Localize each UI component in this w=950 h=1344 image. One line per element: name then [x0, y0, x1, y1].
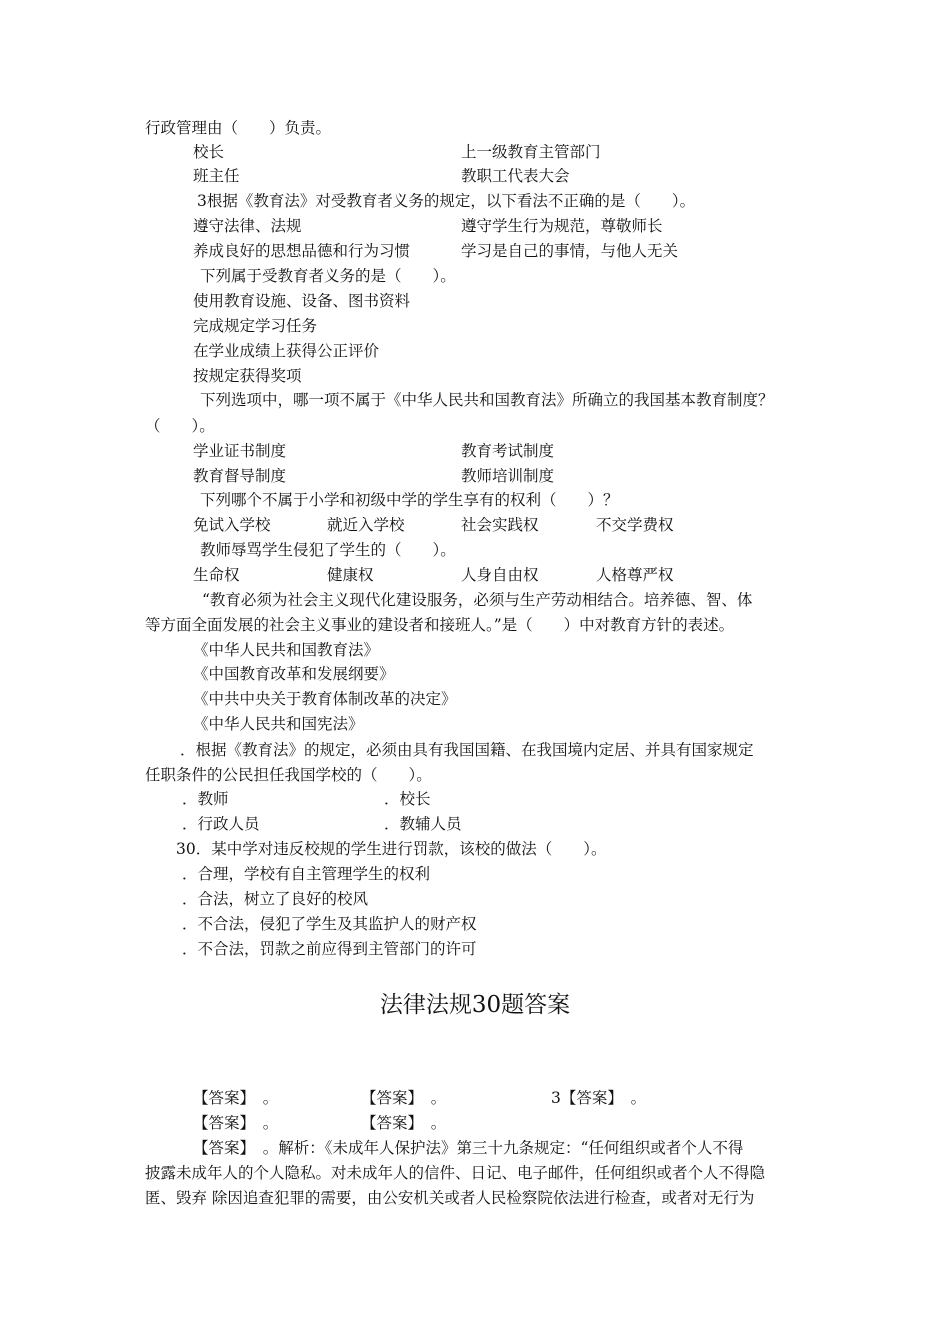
answer-explanation: 【答案】 。解析：《未成年人保护法》第三十九条规定：“任何组织或者个人不得: [193, 1139, 744, 1157]
option-a: 校长: [193, 143, 225, 161]
option-a: 使用教育设施、设备、图书资料: [193, 292, 411, 310]
option-d: ．不合法，罚款之前应得到主管部门的许可: [182, 940, 477, 958]
option-c: 《中共中央关于教育体制改革的决定》: [193, 690, 457, 708]
answer-explanation-cont: 披露未成年人的个人隐私。对未成年人的信件、日记、电子邮件，任何组织或者个人不得隐: [145, 1164, 766, 1182]
option-b: 就近入学校: [327, 516, 405, 534]
question-stem: 下列选项中，哪一项不属于《中华人民共和国教育法》所确立的我国基本教育制度？: [200, 391, 774, 409]
question-stem: 下列哪个不属于小学和初级中学的学生享有的权利（ ）？: [200, 491, 619, 509]
option-c: 在学业成绩上获得公正评价: [193, 342, 380, 360]
answer-item: 【答案】 。: [361, 1114, 447, 1132]
option-d: 不交学费权: [596, 516, 674, 534]
option-c: 养成良好的思想品德和行为习惯: [193, 242, 411, 260]
option-d: 《中华人民共和国宪法》: [193, 715, 364, 733]
answer-item: 【答案】 。: [361, 1089, 447, 1107]
option-b: 教育考试制度: [461, 442, 555, 460]
option-a: 生命权: [193, 566, 240, 584]
question-stem: 教师辱骂学生侵犯了学生的（ ）。: [200, 541, 456, 559]
option-b: ．合法，树立了良好的校风: [182, 890, 369, 908]
option-d: 按规定获得奖项: [193, 367, 302, 385]
option-c: 人身自由权: [461, 566, 539, 584]
answer-explanation-cont: 匿、毁弃 除因追查犯罪的需要，由公安机关或者人民检察院依法进行检查，或者对无行为: [145, 1189, 755, 1207]
option-b: 健康权: [327, 566, 374, 584]
option-c: 教育督导制度: [193, 467, 287, 485]
option-a: 《中华人民共和国教育法》: [193, 641, 380, 659]
answer-item: 【答案】 。: [193, 1089, 279, 1107]
option-b: ．校长: [384, 790, 431, 808]
option-a: 学业证书制度: [193, 442, 287, 460]
option-c: 班主任: [193, 167, 240, 185]
option-c: ．行政人员: [182, 815, 260, 833]
option-d: 人格尊严权: [596, 566, 674, 584]
question-stem: ．根据《教育法》的规定，必须由具有我国国籍、在我国境内定居、并具有国家规定: [180, 741, 754, 759]
option-d: ．教辅人员: [384, 815, 462, 833]
question-stem: 下列属于受教育者义务的是（ ）。: [200, 267, 456, 285]
answer-item: 3【答案】 。: [551, 1089, 647, 1107]
option-b: 遵守学生行为规范，尊敬师长: [461, 217, 663, 235]
question-stem: 30．某中学对违反校规的学生进行罚款，该校的做法（ ）。: [176, 840, 607, 858]
option-a: 免试入学校: [193, 516, 271, 534]
answers-title: 法律法规30题答案: [379, 992, 571, 1018]
option-d: 学习是自己的事情，与他人无关: [461, 242, 679, 260]
question-stem: 行政管理由（ ）负责。: [145, 119, 332, 137]
question-stem-cont: 等方面全面发展的社会主义事业的建设者和接班人。”是（ ）中对教育方针的表述。: [145, 616, 735, 634]
question-stem-cont: （ ）。: [145, 417, 215, 435]
answer-item: 【答案】 。: [193, 1114, 279, 1132]
question-stem-cont: 任职条件的公民担任我国学校的（ ）。: [145, 766, 432, 784]
question-stem: “教育必须为社会主义现代化建设服务，必须与生产劳动相结合。培养德、智、体: [202, 591, 753, 609]
option-a: 遵守法律、法规: [193, 217, 302, 235]
option-b: 上一级教育主管部门: [461, 143, 601, 161]
option-a: ．教师: [182, 790, 229, 808]
question-stem: 3根据《教育法》对受教育者义务的规定，以下看法不正确的是（ ）。: [197, 192, 696, 210]
option-d: 教师培训制度: [461, 467, 555, 485]
option-d: 教职工代表大会: [461, 167, 570, 185]
option-a: ．合理，学校有自主管理学生的权利: [182, 865, 431, 883]
option-c: 社会实践权: [461, 516, 539, 534]
option-b: 《中国教育改革和发展纲要》: [193, 665, 395, 683]
option-c: ．不合法，侵犯了学生及其监护人的财产权: [182, 915, 477, 933]
option-b: 完成规定学习任务: [193, 317, 318, 335]
